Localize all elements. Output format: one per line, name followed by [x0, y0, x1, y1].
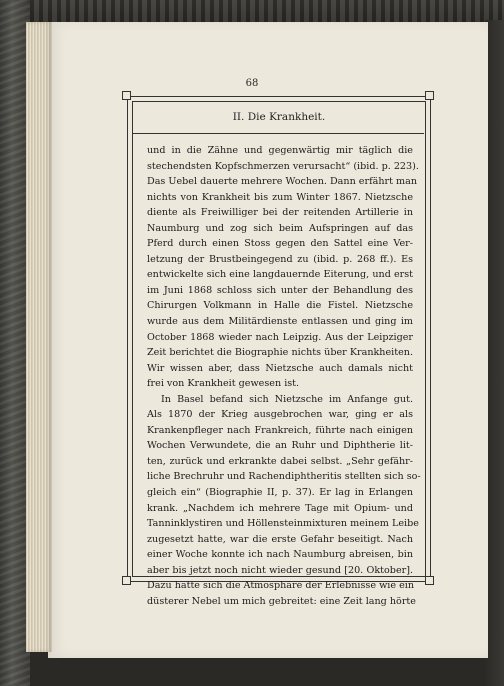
text-line: liche Brechruhr und Rachendiphtheritis stellten sich so-	[147, 471, 421, 483]
text-line: October 1868 wieder nach Leipzig. Aus der Leipziger	[147, 331, 413, 343]
text-line: Krankenpfleger nach Frankreich, führte nach einigen	[147, 424, 413, 436]
running-header: II. Die Krankheit.	[232, 111, 326, 123]
text-line: Wir wissen aber, dass Nietzsche auch damals nicht	[147, 362, 413, 374]
text-line: Wochen Verwundete, die an Ruhr und Diphtherie lit-	[147, 440, 413, 452]
frame-corner-top-right	[425, 91, 434, 100]
text-line: düsterer Nebel um mich gebreitet: eine Zeit lang hörte	[147, 595, 416, 607]
text-line: gleich ein“ (Biographie II, p. 37). Er lag in Erlangen	[147, 487, 413, 499]
text-line: Pferd durch einen Stoss gegen den Sattel eine Ver-	[147, 238, 413, 250]
text-line: Chirurgen Volkmann in Halle die Fistel. Nietzsche	[147, 300, 413, 312]
text-line: Das Uebel dauerte mehrere Wochen. Dann erfährt man	[147, 176, 418, 188]
text-line: stechendsten Kopfschmerzen verursacht“ (ibid. p. 223).	[147, 160, 419, 172]
book-spine-top	[30, 0, 504, 24]
text-line: und in die Zähne und gegenwärtig mir täglich die	[147, 145, 413, 156]
text-line: Dazu hatte sich die Atmosphäre der Erlebnisse wie ein	[147, 580, 415, 592]
text-line: nichts von Krankheit bis zum Winter 1867. Nietzsche	[147, 191, 413, 203]
text-line: wurde aus dem Militärdienste entlassen und ging im	[147, 316, 413, 328]
text-line: einer Woche konnte ich nach Naumburg abreisen, bin	[147, 549, 413, 561]
text-line: In Basel befand sich Nietzsche im Anfange gut.	[161, 393, 413, 405]
text-line: entwickelte sich eine langdauernde Eiterung, und erst	[147, 269, 413, 281]
text-line: letzung der Brustbeingegend zu (ibid. p. 268 ff.). Es	[147, 253, 413, 265]
text-line: Naumburg und zog sich beim Aufspringen auf das	[147, 222, 413, 234]
text-line: diente als Freiwilliger bei der reitenden Artillerie in	[147, 207, 413, 219]
frame-corner-top-left	[122, 91, 131, 100]
body-text	[147, 143, 421, 609]
text-line: Tanninklystiren und Höllensteinmixturen meinem Leibe	[147, 518, 419, 530]
page-edges-stack	[26, 22, 52, 652]
text-line: aber bis jetzt noch nicht wieder gesund [20. Oktober].	[147, 564, 413, 576]
text-line: ten, zurück und erkrankte dabei selbst. „Sehr gefähr-	[147, 455, 413, 467]
text-line: Als 1870 der Krieg ausgebrochen war, ging er als	[147, 409, 413, 421]
text-line: Zeit berichtet die Biographie nichts über Krankheiten.	[147, 347, 413, 359]
text-line: zugesetzt hatte, war die erste Gefahr beseitigt. Nach	[147, 533, 413, 545]
text-line: im Juni 1868 schloss sich unter der Behandlung des	[147, 284, 413, 296]
frame-corner-bottom-left	[122, 576, 131, 585]
text-line: krank. „Nachdem ich mehrere Tage mit Opium- und	[147, 502, 413, 514]
text-line: frei von Krankheit gewesen ist.	[147, 378, 300, 390]
page-number: 68	[245, 78, 259, 89]
frame-corner-bottom-right	[425, 576, 434, 585]
header-divider	[132, 133, 424, 134]
